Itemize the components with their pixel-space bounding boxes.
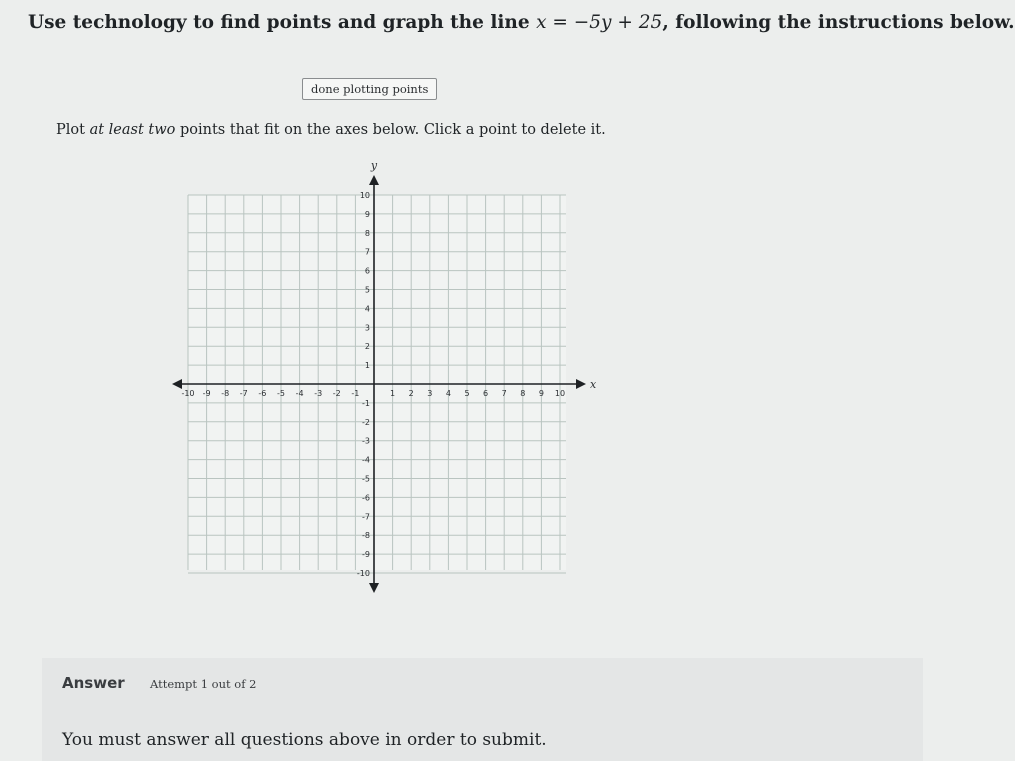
y-tick-label: 6	[364, 266, 370, 276]
x-axis-right-arrow-icon	[576, 379, 586, 389]
x-tick-label: 2	[408, 389, 414, 398]
question-text	[28, 12, 1015, 33]
answer-panel	[42, 658, 923, 761]
plot-instruction	[56, 122, 606, 138]
y-tick-label: -3	[362, 436, 370, 446]
y-tick-label: -5	[362, 474, 370, 484]
x-tick-label: 1	[390, 389, 396, 398]
x-tick-label: -6	[258, 389, 267, 398]
submit-warning: You must answer all questions above in order to submit.	[62, 730, 547, 750]
y-tick-label: -9	[362, 550, 370, 560]
y-tick-label: 2	[364, 342, 370, 352]
y-axis-label: y	[370, 159, 378, 172]
y-axis-down-arrow-icon	[369, 583, 379, 593]
question-equation: x = −5y + 25	[536, 12, 663, 33]
x-tick-label: -8	[221, 389, 230, 398]
y-tick-label: -2	[362, 417, 370, 427]
x-tick-label: 9	[538, 389, 544, 398]
y-tick-label: -6	[362, 493, 370, 503]
y-tick-label: 5	[364, 285, 370, 295]
y-tick-label: -7	[362, 512, 370, 522]
y-tick-label: 8	[364, 228, 370, 238]
y-tick-label: 4	[364, 304, 370, 314]
y-tick-label: 9	[364, 209, 370, 219]
x-axis-label: x	[590, 378, 597, 391]
y-axis-up-arrow-icon	[369, 175, 379, 185]
x-tick-label: 4	[445, 389, 451, 398]
x-tick-label: 8	[520, 389, 526, 398]
x-tick-label: -7	[239, 389, 248, 398]
x-tick-label: 5	[464, 389, 470, 398]
x-tick-label: -10	[181, 389, 195, 398]
x-tick-label: -5	[277, 389, 285, 398]
instruction-part1: Plot	[56, 122, 90, 138]
y-tick-label: 7	[364, 247, 370, 257]
x-tick-label: 7	[501, 389, 507, 398]
instruction-part2: points that fit on the axes below. Click a point to delete it.	[175, 122, 606, 138]
y-tick-label: 10	[359, 191, 370, 200]
y-tick-label: -10	[356, 569, 370, 578]
x-tick-label: -3	[314, 389, 323, 398]
question-prefix: Use technology to find points and graph the line	[28, 12, 537, 33]
y-tick-label: -8	[362, 531, 370, 541]
x-tick-label: -2	[332, 389, 341, 398]
coordinate-graph[interactable]	[170, 155, 600, 595]
y-tick-label: 1	[364, 361, 370, 371]
x-tick-label: 3	[427, 389, 433, 398]
x-tick-label: -4	[295, 389, 304, 398]
x-tick-label: -1	[351, 389, 360, 398]
instruction-emphasis: at least two	[89, 122, 176, 138]
attempt-counter: Attempt 1 out of 2	[150, 677, 257, 691]
question-suffix: , following the instructions below.	[662, 12, 1015, 33]
y-tick-label: -1	[362, 398, 370, 408]
x-tick-label: -9	[202, 389, 211, 398]
done-plotting-points-button[interactable]: done plotting points	[302, 78, 437, 100]
answer-title: Answer	[62, 674, 125, 692]
y-tick-label: -4	[362, 455, 370, 465]
x-axis-left-arrow-icon	[172, 379, 182, 389]
x-tick-label: 6	[483, 389, 489, 398]
y-tick-label: 3	[364, 323, 370, 333]
x-tick-label: 10	[554, 389, 566, 398]
